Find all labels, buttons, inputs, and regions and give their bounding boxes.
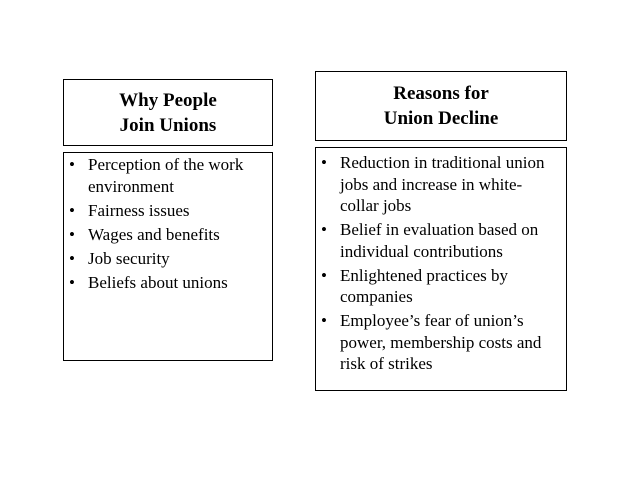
list-item: [321, 219, 560, 262]
why-people-join-unions-list-box: [63, 152, 273, 361]
list-item: [69, 224, 266, 246]
left-bullet-list: [69, 154, 266, 293]
bullet-icon: •: [69, 224, 75, 244]
reasons-for-union-decline-list-box: [315, 147, 567, 391]
list-item: [69, 272, 266, 294]
bullet-icon: •: [69, 272, 75, 292]
list-item-text: Beliefs about unions: [88, 272, 228, 292]
list-item: [69, 200, 266, 222]
why-people-join-unions-header: [63, 79, 273, 146]
list-item-text: Enlightened practices by companies: [340, 265, 509, 306]
list-item-text: Perception of the work environment: [88, 155, 244, 196]
list-item-text: Reduction in traditional union jobs and increase in white-collar jobs: [340, 153, 545, 215]
list-item: [321, 265, 560, 308]
list-item: [321, 152, 560, 217]
left-title: [119, 88, 217, 138]
list-item: [321, 310, 560, 375]
bullet-icon: •: [321, 153, 327, 172]
left-title-line-1: Why People: [119, 89, 217, 111]
list-item-text: Employee’s fear of union’s power, membership costs and risk of strikes: [340, 311, 542, 373]
bullet-icon: •: [69, 200, 75, 220]
list-item: [69, 248, 266, 270]
list-item-text: Fairness issues: [88, 200, 190, 220]
bullet-icon: •: [69, 155, 75, 174]
list-item-text: Belief in evaluation based on individual contributions: [340, 220, 539, 261]
list-item-text: Job security: [88, 248, 170, 268]
bullet-icon: •: [321, 265, 327, 285]
reasons-for-union-decline-header: [315, 71, 567, 141]
right-title-line-1: Reasons for: [393, 83, 489, 104]
bullet-icon: •: [321, 311, 327, 330]
list-item-text: Wages and benefits: [88, 224, 220, 244]
bullet-icon: •: [69, 248, 75, 268]
right-bullet-list: [321, 152, 560, 375]
right-title: [384, 81, 499, 131]
list-item: [69, 154, 266, 197]
left-title-line-2: Join Unions: [119, 114, 217, 136]
right-title-line-2: Union Decline: [383, 108, 499, 129]
bullet-icon: •: [321, 220, 327, 239]
